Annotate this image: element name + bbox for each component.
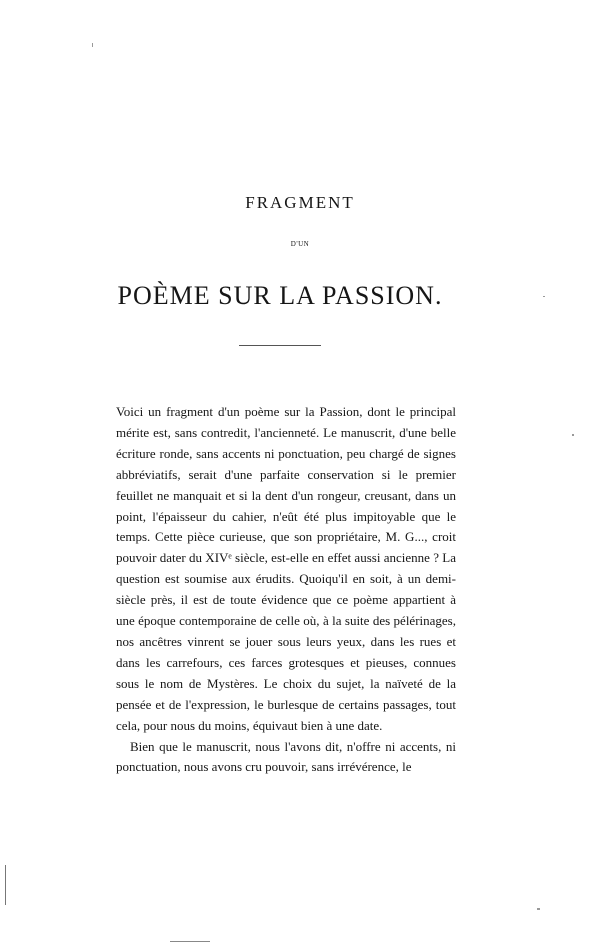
- scan-edge-line: [5, 865, 6, 905]
- section-divider: [239, 345, 321, 346]
- body-text: [116, 402, 456, 778]
- scan-speck: [543, 296, 545, 297]
- scan-speck: [572, 434, 574, 436]
- heading-fragment: FRAGMENT: [245, 193, 355, 212]
- heading-dun: D'UN: [290, 240, 310, 248]
- scan-bottom-line: [170, 941, 210, 942]
- scan-speck: [92, 43, 93, 47]
- page-title: POÈME SUR LA PASSION.: [117, 281, 443, 310]
- scan-speck: [537, 908, 540, 910]
- paragraph-1: Voici un fragment d'un poème sur la Passion, dont le principal mérite est, sans contredit, l'ancienneté. Le manuscrit, d'une belle écriture ronde, sans accents ni ponctuation, peu chargé de signes abbréviatifs, serait d'une parfaite conservation si le premier feuillet ne manquait et si la dent d'un rongeur, creusant, dans un point, l'épaisseur du cahier, n'eût été plus impitoyable que le temps. Cette pièce curieuse, que son propriétaire, M. G..., croit pouvoir dater du XIVᵉ siècle, est-elle en effet aussi ancienne ? La question est soumise aux érudits. Quoiqu'il en soit, à un demi-siècle près, il est de toute évidence que ce poème appartient à une époque contemporaine de celle où, à la suite des pélérinages, nos ancêtres vinrent se jouer sous leurs yeux, dans les rues et dans les carrefours, ces farces grotesques et pieuses, connues sous le nom de Mystères. Le choix du sujet, la naïveté de la pensée et de l'expression, le burlesque de certains passages, tout cela, pour nous du moins, équivaut bien à une date.: [116, 404, 456, 733]
- paragraph-2: Bien que le manuscrit, nous l'avons dit, n'offre ni accents, ni ponctuation, nous avons cru pouvoir, sans irrévérence, le: [116, 738, 456, 775]
